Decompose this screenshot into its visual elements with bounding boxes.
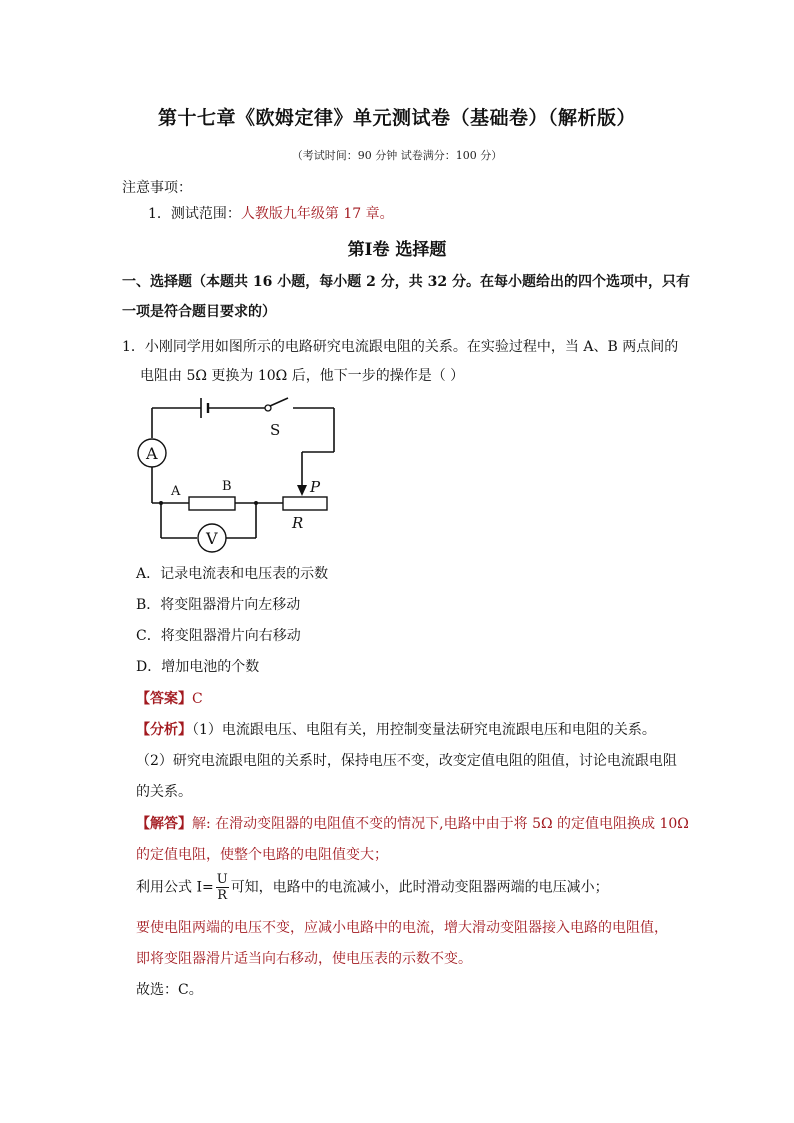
analysis-line-1: [136, 720, 656, 740]
solution-formula-line: [136, 872, 609, 903]
analysis-text-1: （1）电流跟电压、电阻有关，用控制变量法研究电流跟电压和电阻的关系。: [192, 722, 656, 738]
formula-suffix: 可知，电路中的电流减小，此时滑动变阻器两端的电压减小；: [230, 879, 609, 896]
switch-lever: [270, 398, 288, 406]
junction-b: [254, 501, 258, 505]
junction-a: [159, 501, 163, 505]
section-heading-line-2: 一项是符合题目要求的）: [122, 304, 276, 320]
ammeter-label: A: [146, 444, 158, 463]
option-a: A．记录电流表和电压表的示数: [136, 566, 329, 582]
notes-item-1-prefix: 1．测试范围：: [148, 206, 241, 222]
solution-line-4: 要使电阻两端的电压不变，应减小电路中的电流，增大滑动变阻器接入电路的电阻值，: [136, 920, 668, 936]
solution-tag: 【解答】: [136, 816, 192, 832]
solution-line-5: 即将变阻器滑片适当向右移动，使电压表的示数不变。: [136, 951, 472, 967]
section-heading-line-1: 一、选择题（本题共 16 小题，每小题 2 分，共 32 分。在每小题给出的四个选项中，只有: [122, 274, 690, 290]
answer-tag: 【答案】: [136, 691, 192, 707]
notes-label: 注意事项：: [122, 180, 192, 196]
switch-label: S: [270, 421, 281, 439]
notes-item-1-scope: 人教版九年级第 17 章。: [240, 206, 394, 222]
formula-numerator: U: [216, 872, 228, 887]
point-a-label: A: [171, 484, 181, 499]
rheostat: [283, 497, 327, 510]
question-1-line-2: 电阻由 5Ω 更换为 10Ω 后，他下一步的操作是（ ）: [140, 368, 465, 384]
part-title: 第Ⅰ卷 选择题: [347, 240, 447, 260]
solution-conclusion: 故选：C。: [136, 982, 203, 998]
notes-item-1: [148, 204, 394, 224]
option-c: C．将变阻器滑片向右移动: [136, 628, 301, 644]
question-1-line-1: 1．小刚同学用如图所示的电路研究电流跟电阻的关系。在实验过程中，当 A、B 两点间的: [122, 339, 679, 355]
voltmeter-label: V: [206, 529, 218, 548]
answer: [136, 689, 203, 709]
solution-text-1: 解: 在滑动变阻器的电阻值不变的情况下,电路中由于将 5Ω 的定值电阻换成 10Ω: [192, 816, 689, 832]
analysis-line-3: 的关系。: [136, 784, 192, 800]
formula-prefix: 利用公式 I=: [136, 879, 214, 896]
circuit-diagram: [133, 395, 348, 555]
analysis-tag: 【分析】: [136, 722, 192, 738]
option-d: D．增加电池的个数: [136, 659, 260, 675]
solution-line-2: 的定值电阻，使整个电路的电阻值变大；: [136, 847, 388, 863]
slider-label: P: [310, 478, 321, 496]
page-title: 第十七章《欧姆定律》单元测试卷（基础卷）（解析版）: [157, 107, 636, 129]
slider-arrow: [297, 485, 307, 496]
formula-denominator: R: [217, 888, 228, 903]
answer-value: C: [192, 691, 203, 707]
analysis-line-2: （2）研究电流跟电阻的关系时，保持电压不变，改变定值电阻的阻值，讨论电流跟电阻: [136, 753, 677, 769]
formula-fraction: [216, 872, 229, 903]
point-b-label: B: [222, 479, 232, 494]
exam-info: （考试时间：90 分钟 试卷满分：100 分）: [291, 149, 503, 162]
fixed-resistor: [189, 497, 235, 510]
rheostat-label: R: [292, 514, 304, 532]
option-b: B．将变阻器滑片向左移动: [136, 597, 301, 613]
solution-line-1: [136, 814, 689, 834]
